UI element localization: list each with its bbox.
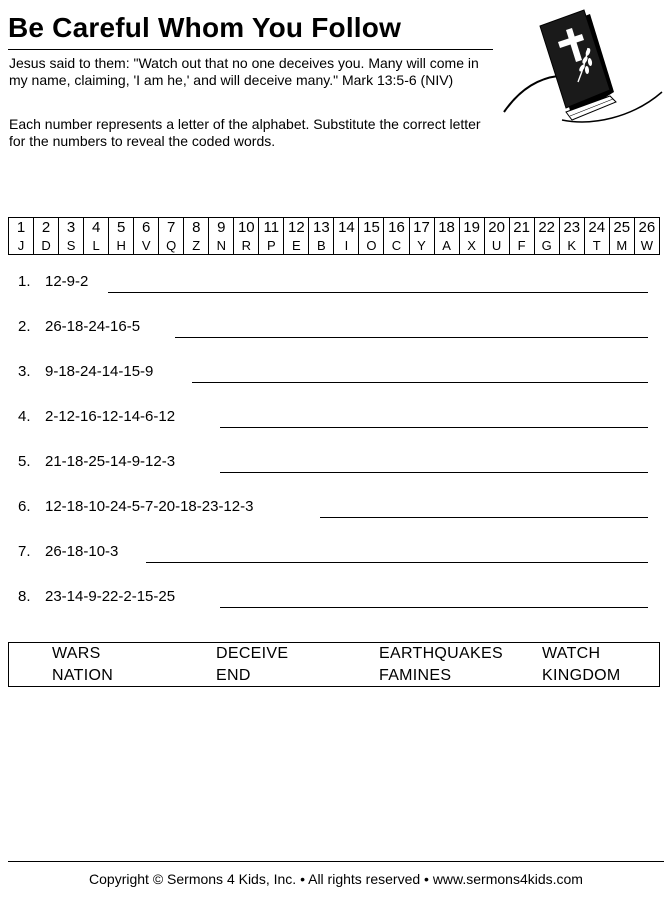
cipher-number: 26 (634, 218, 659, 238)
question-item (18, 498, 253, 515)
cipher-letter: C (384, 237, 409, 255)
cipher-numbers-row (9, 218, 660, 238)
cipher-number: 17 (409, 218, 434, 238)
coded-word: 12-9-2 (45, 273, 89, 290)
cipher-number: 9 (209, 218, 234, 238)
question-number: 2. (18, 318, 31, 335)
cipher-number: 5 (109, 218, 134, 238)
question-number: 6. (18, 498, 31, 515)
word-bank-item: WATCH (542, 645, 601, 662)
cipher-number: 14 (334, 218, 359, 238)
cipher-number: 11 (259, 218, 284, 238)
cipher-letter: P (259, 237, 284, 255)
cipher-number: 23 (559, 218, 584, 238)
cipher-number: 18 (434, 218, 459, 238)
word-bank-item: KINGDOM (542, 667, 621, 684)
coded-word: 26-18-10-3 (45, 543, 119, 560)
answer-line[interactable] (192, 382, 648, 383)
cipher-letter: T (584, 237, 609, 255)
word-bank-item: FAMINES (379, 667, 452, 684)
question-number: 7. (18, 543, 31, 560)
cipher-number: 19 (459, 218, 484, 238)
cipher-number: 8 (184, 218, 209, 238)
question-item (18, 543, 118, 560)
answer-line[interactable] (320, 517, 648, 518)
cipher-letter: S (59, 237, 84, 255)
cipher-number: 13 (309, 218, 334, 238)
word-bank-item: NATION (52, 667, 114, 684)
cipher-letter: K (559, 237, 584, 255)
answer-line[interactable] (220, 607, 648, 608)
cipher-letter: W (634, 237, 659, 255)
question-item (18, 453, 175, 470)
cipher-letter: N (209, 237, 234, 255)
cipher-number: 22 (534, 218, 559, 238)
answer-line[interactable] (220, 472, 648, 473)
cipher-letter: M (609, 237, 634, 255)
cipher-number: 20 (484, 218, 509, 238)
cipher-number: 25 (609, 218, 634, 238)
cipher-letter: I (334, 237, 359, 255)
cipher-letter: Z (184, 237, 209, 255)
question-item (18, 273, 88, 290)
word-bank-item: WARS (52, 645, 101, 662)
word-bank (8, 642, 660, 687)
answer-line[interactable] (220, 427, 648, 428)
word-bank-item: DECEIVE (216, 645, 289, 662)
cipher-number: 7 (159, 218, 184, 238)
copyright-footer: Copyright © Sermons 4 Kids, Inc. • All rights reserved • www.sermons4kids.com (89, 871, 583, 887)
question-number: 8. (18, 588, 31, 605)
cipher-letters-row (9, 237, 660, 255)
cipher-number: 10 (234, 218, 259, 238)
bible-with-cross-icon (502, 8, 670, 132)
question-item (18, 363, 153, 380)
cipher-letter: A (434, 237, 459, 255)
instructions: Each number represents a letter of the alphabet. Substitute the correct letter for the numbers to reveal the coded words. (9, 116, 481, 149)
title-divider (8, 49, 493, 50)
answer-line[interactable] (146, 562, 648, 563)
coded-word: 9-18-24-14-15-9 (45, 363, 154, 380)
page-title: Be Careful Whom You Follow (8, 12, 402, 43)
cipher-number: 4 (84, 218, 109, 238)
cipher-letter: H (109, 237, 134, 255)
coded-word: 2-12-16-12-14-6-12 (45, 408, 176, 425)
cipher-number: 2 (34, 218, 59, 238)
coded-word: 26-18-24-16-5 (45, 318, 141, 335)
cipher-number: 3 (59, 218, 84, 238)
cipher-letter: G (534, 237, 559, 255)
cipher-letter: V (134, 237, 159, 255)
cipher-number: 16 (384, 218, 409, 238)
question-item (18, 318, 140, 335)
cipher-letter: Q (159, 237, 184, 255)
cipher-letter: B (309, 237, 334, 255)
cipher-letter: Y (409, 237, 434, 255)
cipher-letter: E (284, 237, 309, 255)
cipher-letter: U (484, 237, 509, 255)
question-item (18, 408, 175, 425)
coded-word: 21-18-25-14-9-12-3 (45, 453, 176, 470)
word-bank-item: EARTHQUAKES (379, 645, 503, 662)
scripture-verse: Jesus said to them: "Watch out that no one deceives you. Many will come in my name, claiming, 'I am he,' and will deceive many." Mark 13:5-6 (NIV) (9, 55, 479, 88)
cipher-number: 15 (359, 218, 384, 238)
cipher-letter: D (34, 237, 59, 255)
cipher-letter: L (84, 237, 109, 255)
question-number: 5. (18, 453, 31, 470)
cipher-number: 6 (134, 218, 159, 238)
question-item (18, 588, 175, 605)
question-number: 3. (18, 363, 31, 380)
cipher-letter: J (9, 237, 34, 255)
cipher-letter: X (459, 237, 484, 255)
cipher-letter: O (359, 237, 384, 255)
cipher-number: 21 (509, 218, 534, 238)
coded-word: 23-14-9-22-2-15-25 (45, 588, 176, 605)
coded-word: 12-18-10-24-5-7-20-18-23-12-3 (45, 498, 254, 515)
cipher-key-table (8, 217, 660, 255)
cipher-number: 1 (9, 218, 34, 238)
footer-divider (8, 861, 664, 862)
question-number: 1. (18, 273, 31, 290)
question-number: 4. (18, 408, 31, 425)
cipher-number: 12 (284, 218, 309, 238)
answer-line[interactable] (175, 337, 648, 338)
cipher-letter: R (234, 237, 259, 255)
cipher-letter: F (509, 237, 534, 255)
word-bank-item: END (216, 667, 251, 684)
answer-line[interactable] (108, 292, 648, 293)
cipher-number: 24 (584, 218, 609, 238)
